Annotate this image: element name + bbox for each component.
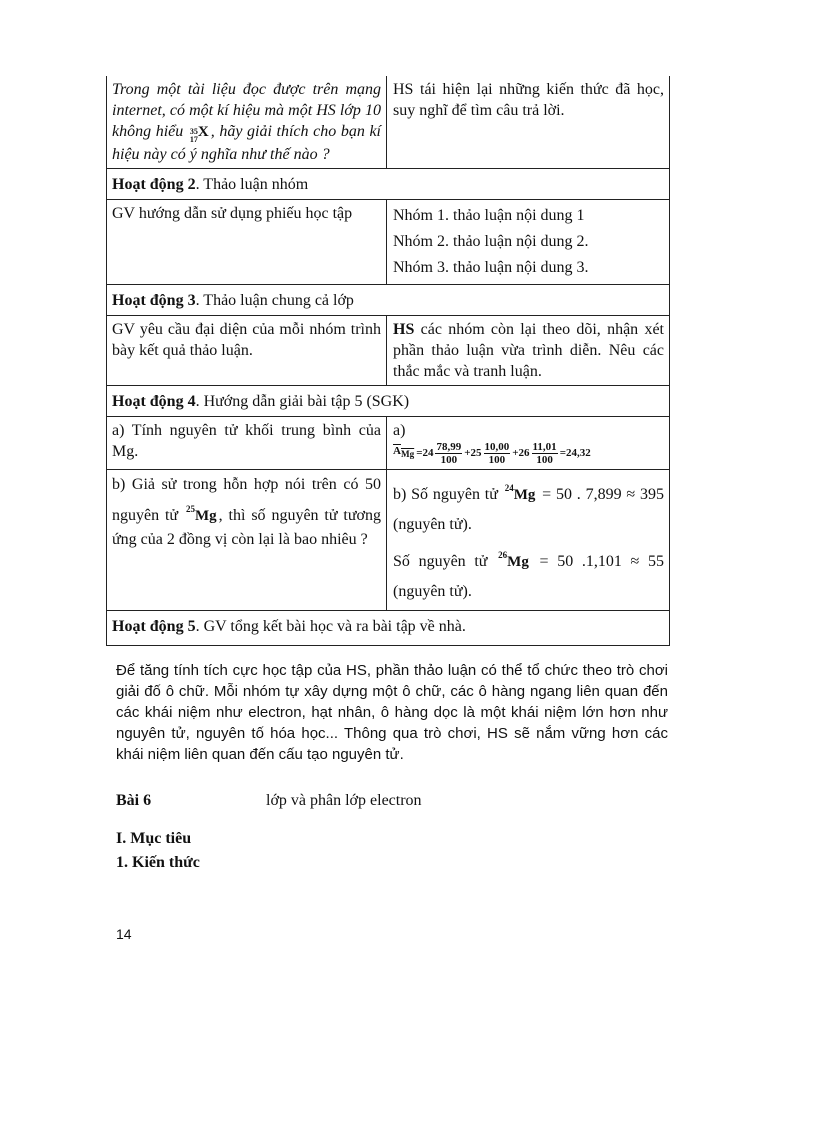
- formula-fraction-2: [484, 441, 511, 466]
- activity-4-label: Hoạt động 4: [112, 393, 196, 410]
- isotope-mass: 35: [189, 127, 198, 136]
- intro-left-cell: [107, 76, 387, 168]
- isotope-element: X: [197, 124, 209, 140]
- activity-3-hs-label: HS: [393, 321, 415, 338]
- lesson-heading: [116, 792, 422, 810]
- formula-result: =24,32: [559, 447, 591, 459]
- activity-4b-left-cell: [107, 470, 387, 610]
- isotope-mg-26-mass: 26: [498, 550, 508, 560]
- formula-term-1: =24: [416, 447, 434, 459]
- formula-lhs: [393, 441, 414, 465]
- isotope-mg-25-symbol: Mg: [195, 508, 217, 524]
- formula-fraction-1: [435, 441, 462, 466]
- lesson-plan-table: [106, 76, 670, 646]
- answer-b-1-label: b) Số nguyên tử: [393, 486, 498, 503]
- activity-4b-right-cell: [387, 470, 669, 610]
- table-row-activity-3: [107, 315, 669, 385]
- isotope-mg-26-symbol: Mg: [507, 554, 529, 570]
- intro-question-end: , hãy giải thích cho bạn kí hiệu này có ý nghĩa như thế nào ?: [112, 123, 381, 163]
- question-b-text: b) Giả sử trong hỗn hợp nói trên có 50 nguyên tử: [112, 476, 381, 524]
- activity-3-text: . Thảo luận chung cả lớp: [195, 292, 354, 309]
- table-row-activity-4a: [107, 416, 669, 469]
- answer-b-1-value: = 50 . 7,899 ≈ 395 (nguyên tử).: [393, 486, 665, 533]
- lesson-number: Bài 6: [116, 792, 152, 809]
- group-3-item: Nhóm 3. thảo luận nội dung 3.: [393, 259, 589, 276]
- activity-2-left-cell: GV hướng dẫn sử dụng phiếu học tập: [107, 200, 387, 284]
- answer-b-line-1: [393, 473, 664, 540]
- formula-term-3: +26: [512, 447, 530, 459]
- lesson-title: lớp và phân lớp electron: [266, 792, 422, 809]
- table-row-activity-4b: [107, 469, 669, 610]
- activity-2-heading: [107, 168, 669, 199]
- activity-3-label: Hoạt động 3: [112, 292, 196, 309]
- formula-fraction-3: [532, 441, 558, 466]
- fraction-2-denominator: 100: [488, 454, 506, 466]
- answer-b-2-label: Số nguyên tử: [393, 553, 488, 570]
- activity-5-text: . GV tổng kết bài học và ra bài tập về nhà.: [195, 618, 466, 635]
- table-row-activity-2: [107, 199, 669, 284]
- crossword-paragraph: Để tăng tính tích cực học tập của HS, phần thảo luận có thể tổ chức theo trò chơi giải đố ô chữ. Mỗi nhóm tự xây dựng một ô chữ, các ô hàng ngang liên quan đến các khái niệm như electron, hạt nhân, ô hàng dọc là một khái niệm lớn hơn như nguyên tử, nguyên tố hóa học... Thông qua trò chơi, HS sẽ nắm vững hơn các khái niệm liên quan đến cấu tạo nguyên tử.: [116, 662, 668, 763]
- activity-4a-right-cell: [387, 417, 669, 469]
- group-2-item: Nhóm 2. thảo luận nội dung 2.: [393, 233, 589, 250]
- formula-term-2: +25: [464, 447, 482, 459]
- activity-2-label: Hoạt động 2: [112, 176, 196, 193]
- answer-b-2-value: = 50 .1,101 ≈ 55 (nguyên tử).: [393, 553, 665, 600]
- section-heading-knowledge: 1. Kiến thức: [116, 854, 200, 871]
- isotope-mg-24-symbol: Mg: [513, 487, 536, 503]
- intro-question-text: Trong một tài liệu đọc được trên mạng internet, có một kí hiệu mà một HS lớp 10 không hiểu: [112, 81, 381, 140]
- fraction-3-denominator: 100: [536, 454, 553, 466]
- group-1-item: Nhóm 1. thảo luận nội dung 1: [393, 207, 585, 224]
- question-b-end: , thì số nguyên tử tương ứng của 2 đồng vị còn lại là bao nhiêu ?: [112, 507, 382, 548]
- formula-lhs-sub: Mg: [400, 449, 415, 460]
- fraction-2-numerator: 10,00: [484, 441, 510, 453]
- table-row-intro: [107, 76, 669, 168]
- activity-4-heading: [107, 385, 669, 416]
- activity-5-label: Hoạt động 5: [112, 618, 196, 635]
- activity-5-heading: [107, 610, 669, 645]
- intro-right-cell: HS tái hiện lại những kiến thức đã học, suy nghĩ để tìm câu trả lời.: [393, 81, 664, 119]
- activity-3-left-cell: GV yêu cầu đại diện của mỗi nhóm trình bày kết quả thảo luận.: [107, 316, 387, 385]
- isotope-mg-24-mass: 24: [504, 483, 514, 493]
- isotope-mg-26: [498, 540, 529, 577]
- activity-3-right-text: các nhóm còn lại theo dõi, nhận xét phần thảo luận vừa trình diễn. Nêu các thắc mắc và tranh luận.: [393, 321, 664, 380]
- activity-3-heading: [107, 284, 669, 315]
- isotope-atomic-number: 17: [189, 135, 198, 144]
- isotope-symbol-x: [190, 122, 209, 144]
- section-heading-objectives: I. Mục tiêu: [116, 830, 192, 847]
- activity-2-text: . Thảo luận nhóm: [195, 176, 309, 193]
- fraction-3-numerator: 11,01: [532, 441, 557, 453]
- isotope-mg-24: [505, 473, 536, 510]
- activity-3-right-cell: [387, 316, 669, 385]
- answer-a-label: a): [393, 422, 406, 439]
- fraction-1-numerator: 78,99: [436, 441, 462, 453]
- activity-4-text: . Hướng dẫn giải bài tập 5 (SGK): [195, 393, 410, 410]
- page-number: 14: [116, 926, 132, 942]
- activity-2-right-cell: [387, 200, 669, 284]
- answer-b-line-2: [393, 540, 664, 607]
- isotope-mg-25-mass: 25: [186, 504, 195, 514]
- formula-lhs-a: A: [393, 445, 401, 458]
- average-mass-formula: [393, 441, 664, 466]
- isotope-mg-25: [186, 497, 217, 528]
- activity-4a-left-cell: a) Tính nguyên tử khối trung bình của Mg.: [107, 417, 387, 469]
- fraction-1-denominator: 100: [440, 454, 458, 466]
